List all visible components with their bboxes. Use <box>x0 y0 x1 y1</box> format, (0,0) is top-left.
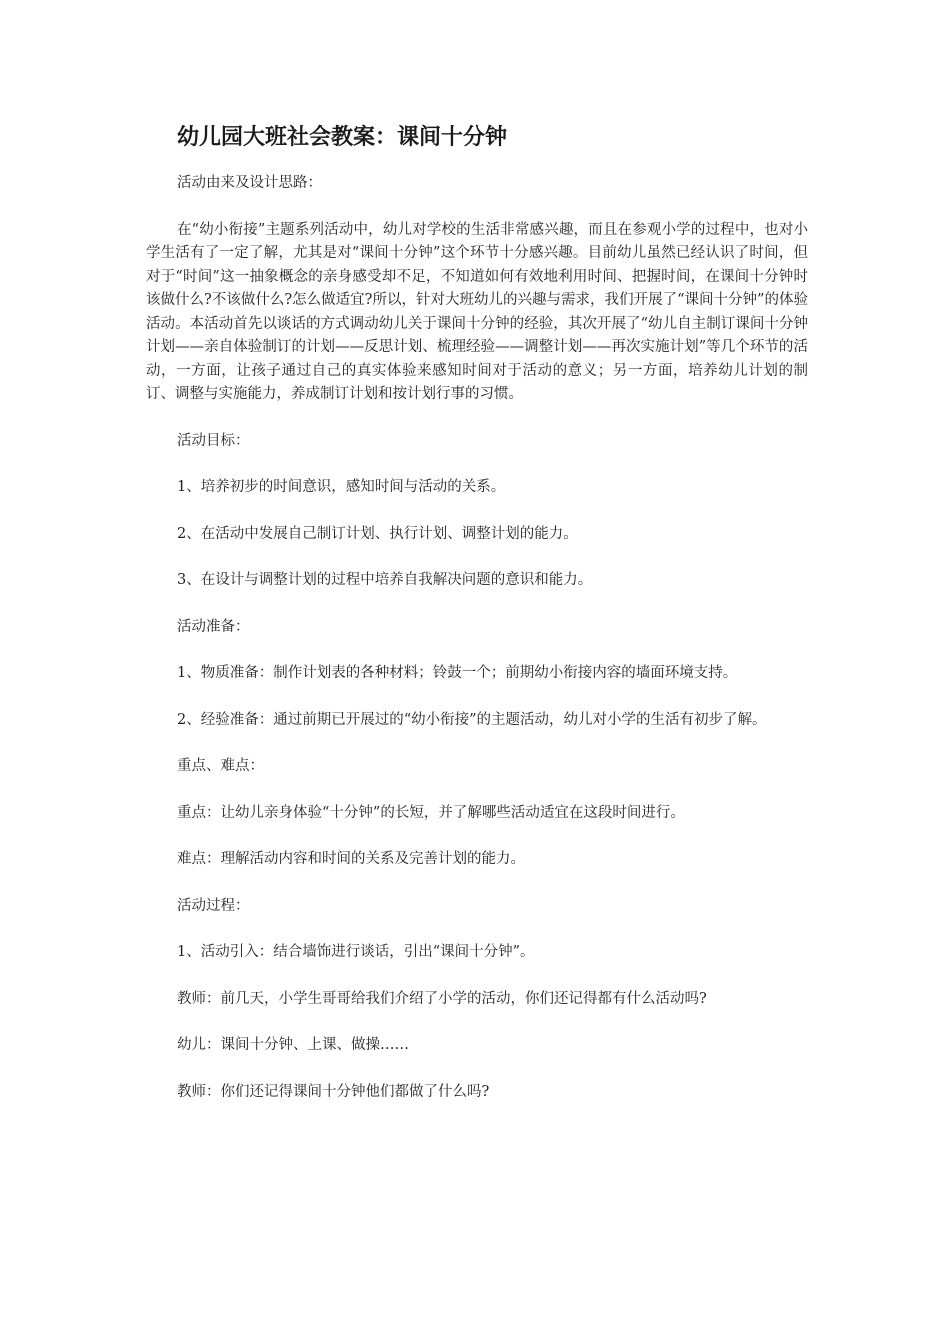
dialogue-teacher-2: 教师：你们还记得课间十分钟他们都做了什么吗? <box>177 1083 490 1100</box>
section-heading-goals: 活动目标： <box>177 432 250 449</box>
spacer <box>146 1011 808 1034</box>
spacer <box>146 407 808 430</box>
dialogue-child-1: 幼儿：课间十分钟、上课、做操…… <box>177 1037 409 1053</box>
section-heading-key-points: 重点、难点： <box>177 758 264 774</box>
section-heading-origin: 活动由来及设计思路： <box>177 175 322 191</box>
spacer <box>146 965 808 988</box>
goal-item-3: 3、在设计与调整计划的过程中培养自我解决问题的意识和能力。 <box>177 572 593 588</box>
spacer <box>146 158 808 172</box>
spacer <box>146 825 808 848</box>
spacer <box>146 732 808 755</box>
spacer <box>146 453 808 476</box>
goal-item-2: 2、在活动中发展自己制订计划、执行计划、调整计划的能力。 <box>177 525 578 542</box>
spacer <box>146 686 808 709</box>
spacer <box>146 593 808 616</box>
spacer <box>146 1058 808 1081</box>
process-step-1: 1、活动引入：结合墙饰进行谈话，引出“课间十分钟”。 <box>177 944 535 960</box>
design-rationale-paragraph: 在“幼小衔接”主题系列活动中，幼儿对学校的生活非常感兴趣，而且在参观小学的过程中，也对小学生活有了一定了解，尤其是对“课间十分钟”这个环节十分感兴趣。目前幼儿虽然已经认识了时间，但对于“时间”这一抽象概念的亲身感受却不足，不知道如何有效地利用时间、把握时间，在课间十分钟时该做什么?不该做什么?怎么做适宜?所以，针对大班幼儿的兴趣与需求，我们开展了“课间十分钟”的体验活动。本活动首先以谈话的方式调动幼儿关于课间十分钟的经验，其次开展了“幼儿自主制订课间十分钟计划——亲自体验制订的计划——反思计划、梳理经验——调整计划——再次实施计划”等几个环节的活动，一方面，让孩子通过自己的真实体验来感知时间对于活动的意义；另一方面，培养幼儿计划的制订、调整与实施能力，养成制订计划和按计划行事的习惯。 <box>146 221 808 402</box>
goal-item-1: 1、培养初步的时间意识，感知时间与活动的关系。 <box>177 479 506 495</box>
dialogue-teacher-1: 教师：前几天，小学生哥哥给我们介绍了小学的活动，你们还记得都有什么活动吗? <box>177 990 707 1007</box>
document-title: 幼儿园大班社会教案：课间十分钟 <box>177 125 508 150</box>
preparation-item-1: 1、物质准备：制作计划表的各种材料；铃鼓一个；前期幼小衔接内容的墙面环境支持。 <box>177 665 738 681</box>
spacer <box>146 872 808 895</box>
document-body <box>146 118 808 1104</box>
preparation-item-2: 2、经验准备：通过前期已开展过的“幼小衔接”的主题活动，幼儿对小学的生活有初步了解。 <box>177 711 767 728</box>
key-point-item: 重点：让幼儿亲身体验“十分钟”的长短，并了解哪些活动适宜在这段时间进行。 <box>177 804 685 821</box>
section-heading-process: 活动过程： <box>177 897 250 914</box>
spacer <box>146 779 808 802</box>
spacer <box>146 500 808 523</box>
spacer <box>146 196 808 219</box>
difficulty-item: 难点：理解活动内容和时间的关系及完善计划的能力。 <box>177 851 525 867</box>
section-heading-preparation: 活动准备： <box>177 618 250 635</box>
spacer <box>146 918 808 941</box>
spacer <box>146 546 808 569</box>
spacer <box>146 639 808 662</box>
